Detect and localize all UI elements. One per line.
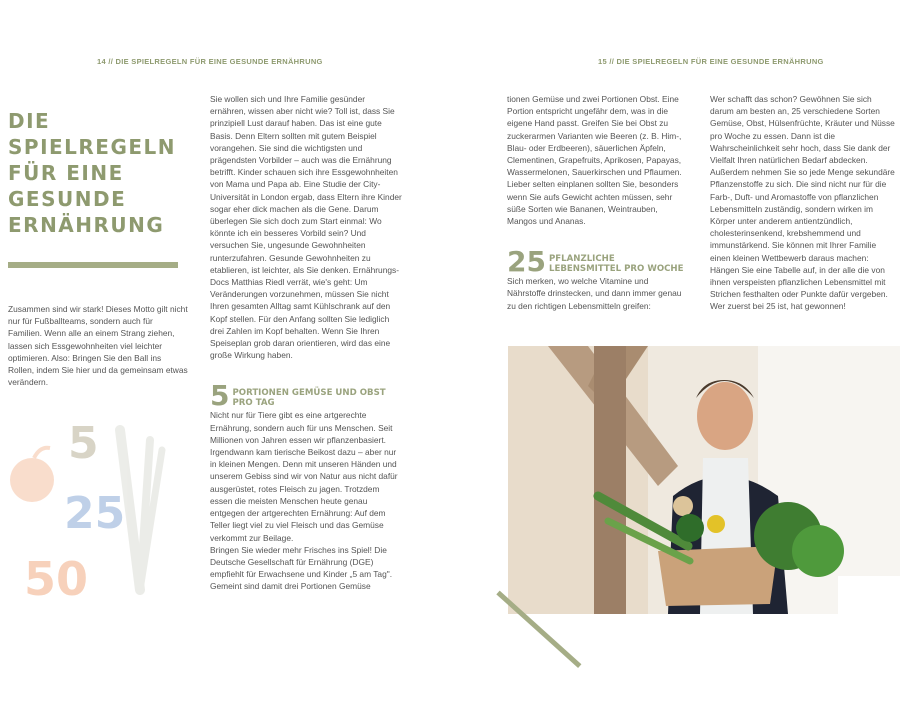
body-column-4 (710, 93, 895, 313)
body-paragraph: Sie wollen sich und Ihre Familie gesünder ernähren, wissen aber nicht wie? Toll ist, dass Sie prinzipiell Lust darauf haben. Das ist eine gute Basis. Denn Eltern sollten mit gutem Beispiel vorangehen. Sie sind die wichtigsten und prägendsten Vorbilder – auch was die Ernährung betrifft. Kinder schauen sich ihre Essgewohnheiten von Mama und Papa ab. Eine Studie der City-Universität in London ergab, dass Eltern ihre Kinder sogar eher dick machen als die Gene. Darum überlegen Sie sich doch zum Start einmal: Wo könnte ich ein besseres Vorbild sein? Und versuchen Sie, ungesunde Gewohnheiten runterzufahren. Gesunde Gewohnheiten zu etablieren, ist leichter, als Sie denken. Ernährungs-Docs Matthias Riedl verrät, wie's geht: Um Veränderungen vorzunehmen, müssen Sie nicht Ihren gesamten Alltag samt Kühlschrank auf den Kopf stellen. Für den Anfang sollten Sie lediglich drei Zahlen im Kopf behalten. Wenn Sie Ihren Speiseplan grob daran orientieren, wird das eine große Wirkung haben. (210, 94, 402, 361)
deco-number-50: 50 (24, 552, 89, 606)
deco-number-5: 5 (68, 418, 99, 469)
deco-number-25: 25 (64, 488, 126, 539)
section-heading-25 (507, 245, 687, 279)
title-line: ERNÄHRUNG (8, 213, 165, 237)
body-paragraph: Wer schafft das schon? Gewöhnen Sie sich darum am besten an, 25 verschiedene Sorten Gemüse, Obst, Hülsenfrüchte, Kräuter und Nüsse pro Woche zu essen. Dann ist die Wahrscheinlichkeit sehr hoch, dass Sie dank der Vielfalt Ihren natürlichen Bedarf abdecken. Außerdem nehmen Sie so jede Menge sekundäre Pflanzenstoffe zu sich. Die sind nicht nur für die Farb-, Duft- und Aromastoffe von pflanzlichen Lebensmitteln zuständig, sondern wirken im Körper unter anderem antientzündlich, cholesterinsenkend, krebshemmend und immunstärkend. Sie können mit Ihrer Familie einen kleinen Wettbewerb daraus machen: Hängen Sie eine Tabelle auf, in der alle die von ihnen verspeisten pflanzlichen Lebensmittel mit Strichen festhalten oder Punkte dafür vergeben. Wer zuerst bei 25 ist, hat gewonnen! (710, 94, 895, 312)
section-number: 5 (210, 379, 230, 413)
page-title (8, 108, 176, 238)
body-column-2 (210, 93, 402, 593)
decorative-illustration (0, 400, 200, 620)
title-line: SPIELREGELN (8, 135, 177, 159)
title-line: DIE (8, 109, 51, 133)
section-title: PORTIONEN GEMÜSE UND OBST PRO TAG (232, 388, 386, 409)
body-paragraph: Sich merken, wo welche Vitamine und Nährstoffe drinstecken, und dann immer genau zu den richtigen Lebensmitteln greifen: (507, 276, 682, 311)
body-paragraph: Nicht nur für Tiere gibt es eine artgerechte Ernährung, sondern auch für uns Menschen. Seit Millionen von Jahren essen wir pflanzenbasiert. Irgendwann kam tierische Beikost dazu – aber nur in kleinen Mengen. Denn mit unseren Händen und unserem Gebiss sind wir von Natur aus nicht dafür ausgerüstet, rotes Fleisch zu jagen. Trotzdem essen die meisten Menschen heute genau entgegen der artgerechten Ernährung: Auf dem Teller liegt viel zu viel Fleisch und das Gemüse verkommt zur Beilage. (210, 410, 398, 543)
leek-icon (120, 430, 162, 590)
title-underline (8, 262, 178, 268)
apple-icon (10, 448, 54, 502)
section-number: 25 (507, 245, 546, 279)
page-header-left: 14 // DIE SPIELREGELN FÜR EINE GESUNDE ERNÄHRUNG (97, 57, 323, 66)
title-line: FÜR EINE (8, 161, 124, 185)
body-paragraph: tionen Gemüse und zwei Portionen Obst. Eine Portion entspricht ungefähr dem, was in die eigene Hand passt. Greifen Sie bei Obst zu zuckerarmen Varianten wie Beeren (z. B. Him-, Blau- oder Erdbeeren), säuerlichen Äpfeln, Clementinen, Grapefruits, Aprikosen, Papayas, Wassermelonen, Sauerkirschen und Pflaumen. Lieber selten einplanen sollten Sie, besonders wenn Sie aufs Gewicht achten müssen, sehr süße Sorten wie Bananen, Weintrauben, Mangos und Ananas. (507, 94, 682, 227)
body-column-3 (507, 93, 687, 312)
section-title: PFLANZLICHE LEBENSMITTEL PRO WOCHE (548, 254, 684, 275)
body-paragraph: Bringen Sie wieder mehr Frisches ins Spiel! Die Deutsche Gesellschaft für Ernährung (DGE) empfiehlt für Erwachsene und Kinder „5 am Tag". Gemeint sind damit drei Portionen Gemüse (210, 544, 393, 592)
title-line: GESUNDE (8, 187, 127, 211)
section-heading-5 (210, 379, 402, 413)
man-with-vegetables-photo (508, 346, 900, 614)
intro-text: Zusammen sind wir stark! Dieses Motto gilt nicht nur für Fußballteams, sondern auch für Familien. Wenn alle an einem Strang ziehen, lassen sich Essgewohnheiten viel leichter optimieren. Also: Bringen Sie den Ball ins Rollen, indem Sie hier und da gemeinsam etwas verändern. (8, 304, 188, 388)
page-header-right: 15 // DIE SPIELREGELN FÜR EINE GESUNDE ERNÄHRUNG (598, 57, 824, 66)
